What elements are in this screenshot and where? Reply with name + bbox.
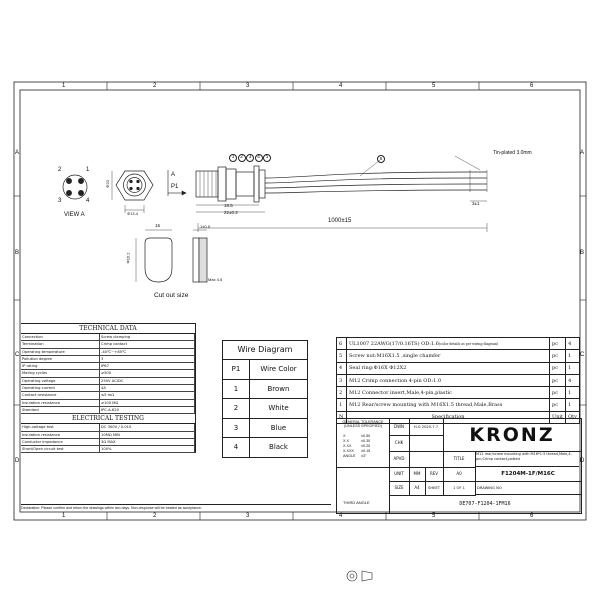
tol-value: ±0.50 (361, 434, 371, 438)
tech-label: Operating temperature (21, 348, 100, 355)
bom-header-spec: Specification (346, 411, 549, 423)
section-label: P1 (171, 184, 179, 190)
tech-value: Screw clamping (100, 334, 195, 341)
tech-label: Insulation resistance (21, 399, 100, 406)
part-number: F1204M-1F/M16C (475, 467, 581, 482)
bom-unit: pc (550, 362, 566, 374)
bom-index: 5 (337, 350, 347, 362)
rev-label: REV (425, 467, 444, 482)
tech-label: IP rating (21, 363, 100, 370)
dim-18-5: 18.5 (224, 203, 233, 208)
drawing-number: DE707-F1204-1FM16 (459, 501, 511, 507)
table-row (21, 355, 195, 362)
zone-right-d: D (580, 458, 585, 464)
table-row (21, 392, 195, 399)
view-a-face (63, 175, 87, 199)
zone-left-c: C (15, 352, 20, 358)
sheet-label: SHEET (425, 481, 444, 496)
tech-value: Crimp contact (100, 341, 195, 348)
tol-value: ±0.20 (361, 444, 371, 448)
bom-spec: M12 Crimp connection 4-pin OD:1.0 (346, 374, 549, 386)
wire-header-color: Wire Color (250, 360, 308, 380)
length-dim: 1000±15 (328, 218, 352, 224)
technical-data-title: TECHNICAL DATA (21, 324, 195, 334)
chk-value (409, 435, 444, 452)
zone-top-1: 1 (62, 83, 66, 89)
zone-top-4: 4 (339, 83, 343, 89)
tolerance-box (337, 419, 390, 468)
bom-header-unit: Unit (550, 411, 566, 423)
projection-symbol (347, 571, 372, 581)
balloon-group (229, 154, 271, 162)
table-row (21, 424, 195, 431)
tech-value: ≥100 MΩ (100, 399, 195, 406)
tech-label: Connection (21, 334, 100, 341)
table-row (21, 377, 195, 384)
dim-width: Φ13.4 (127, 211, 138, 216)
tol-label: X.XX (343, 444, 352, 448)
zone-left-d: D (15, 458, 20, 464)
zone-right-a: A (580, 150, 585, 156)
table-row (21, 341, 195, 348)
wire-color: Black (250, 438, 308, 458)
bom-index: 4 (337, 362, 347, 374)
cutout-caption: Cut out size (154, 292, 189, 299)
test-value: DC 300V / 0.01S (100, 424, 195, 431)
tech-label: Mating cycles (21, 370, 100, 377)
dim-22: 22±0.2 (224, 210, 238, 215)
bom-unit: pc (550, 338, 566, 350)
cutout-dim-max: Max 4.5 (208, 277, 223, 282)
bom-unit: pc (550, 350, 566, 362)
table-row (21, 438, 195, 445)
tech-value: 4A (100, 385, 195, 392)
zone-right-c: C (580, 352, 585, 358)
bom-qty: 1 (566, 362, 580, 374)
title-block (336, 418, 585, 514)
table-row (21, 363, 195, 370)
test-label: High-voltage test (21, 424, 100, 431)
dwn-value: H.G 2025.7.7 (409, 419, 444, 436)
table-row (337, 350, 580, 362)
bom-index: 1 (337, 399, 347, 411)
pin-label-4: 4 (86, 198, 90, 204)
zone-bottom-5: 5 (432, 513, 436, 519)
table-row (223, 418, 308, 438)
view-a-caption: VIEW A (64, 212, 85, 218)
wire-diagram-table (222, 359, 308, 458)
title-value: M12 rear/screw mounting with M16*1.5 thread,Male,4-pin,Crimp contact,potted (475, 451, 579, 467)
table-row (337, 362, 580, 374)
bom-qty: 1 (566, 350, 580, 362)
bom-spec-note: (color details as per wiring diagram) (438, 341, 499, 346)
tin-label: Tin-plated 3.0mm (493, 150, 532, 156)
tech-label: Standard (21, 406, 100, 413)
declaration-text: Declaration: Please confirm and return the drawings within two days. Non-response will be treated as acceptance. (21, 504, 331, 510)
test-value: 10MΩ MIN (100, 431, 195, 438)
electrical-testing-title: ELECTRICAL TESTING (21, 414, 195, 424)
apvd-value (409, 451, 444, 468)
tolerance-title: GENERAL TOLERANCE (UNLESS SPECIFIED) (342, 420, 384, 428)
tol-value: ±3° (361, 454, 367, 458)
unit-value: MM (409, 467, 426, 482)
zone-bottom-1: 1 (62, 513, 66, 519)
wire-header-pin: P1 (223, 360, 250, 380)
tol-label: X.XXX (343, 449, 354, 453)
tech-value: ≥500 (100, 370, 195, 377)
test-label: Insulation resistance (21, 431, 100, 438)
zone-left-b: B (15, 250, 20, 256)
balloon-6: 6 (377, 155, 385, 163)
tol-label: X. (343, 434, 347, 438)
technical-data-panel (21, 323, 196, 453)
wire-pin: 3 (223, 418, 250, 438)
tol-label: ANGLE (343, 454, 356, 458)
test-value: 100% (100, 446, 195, 453)
unit-label: UNIT (389, 467, 410, 482)
balloon-1: 1 (229, 154, 237, 162)
wire-color: White (250, 399, 308, 419)
tech-value: IP67 (100, 363, 195, 370)
wire-pin: 2 (223, 399, 250, 419)
bom-qty: 1 (566, 399, 580, 411)
bom-index: 2 (337, 387, 347, 399)
balloon-3: 3 (246, 154, 254, 162)
bom-spec: M12 Connector insert,Male,4-pin,plastic (346, 387, 549, 399)
table-row (21, 399, 195, 406)
tol-label: X.X (343, 439, 349, 443)
pin-label-3: 3 (58, 198, 62, 204)
tech-value: 250V AC/DC (100, 377, 195, 384)
chk-label: CHK (389, 435, 410, 452)
pin-label-1: 1 (86, 167, 90, 173)
tin-dim: 3±1 (472, 201, 480, 206)
zone-top-2: 2 (153, 83, 157, 89)
bom-unit: pc (550, 374, 566, 386)
test-label: Conductor impedance (21, 438, 100, 445)
dwn-label: DWN (389, 419, 410, 436)
wire-pin: 4 (223, 438, 250, 458)
cutout-views (136, 230, 207, 282)
tech-label: Pollution degree (21, 355, 100, 362)
cutout-dim-side: 1±0.5 (200, 224, 210, 229)
company-logo: KRONZ (443, 419, 581, 452)
wire-color: Brown (250, 379, 308, 399)
cutout-dim-h: Φ16.2 (125, 252, 131, 264)
projection-box (337, 467, 390, 513)
zone-bottom-6: 6 (530, 513, 534, 519)
balloon-5: 5 (263, 154, 271, 162)
zone-right-b: B (580, 250, 585, 256)
zone-left-a: A (15, 150, 20, 156)
zone-top-6: 6 (530, 83, 534, 89)
table-row (21, 446, 195, 453)
zone-top-3: 3 (246, 83, 250, 89)
size-label: SIZE (389, 481, 410, 496)
bom-qty: 4 (566, 338, 580, 350)
zone-top-5: 5 (432, 83, 436, 89)
balloon-4: 4 (255, 154, 263, 162)
bom-qty: 1 (566, 387, 580, 399)
sheet-value: 1 OF 1 (443, 481, 476, 496)
pin-label-2: 2 (58, 167, 62, 173)
bom-index: 6 (337, 338, 347, 350)
zone-bottom-4: 4 (339, 513, 343, 519)
table-row (337, 399, 580, 411)
table-row (223, 360, 308, 380)
table-row (223, 379, 308, 399)
table-row (337, 387, 580, 399)
bom-table (336, 337, 580, 424)
wire-diagram-title: Wire Diagram (222, 340, 308, 359)
bom-header-qty: Qty (566, 411, 580, 423)
table-row (337, 338, 580, 350)
table-row (21, 348, 195, 355)
drawing-no-label: DRAWING NO (475, 481, 581, 495)
projection-label: THIRD ANGLE (343, 500, 370, 505)
balloon-2: 2 (238, 154, 246, 162)
rev-value: A0 (443, 467, 476, 482)
table-row (223, 399, 308, 419)
table-row (223, 438, 308, 458)
tech-value: -40℃~+85℃ (100, 348, 195, 355)
table-row (337, 374, 580, 386)
electrical-testing-table (21, 424, 195, 453)
bom-unit: pc (550, 387, 566, 399)
size-value: A4 (409, 481, 426, 496)
bom-spec: Screw nut:M16X1.5 ,single chamfer (346, 350, 549, 362)
tech-value: 3 (100, 355, 195, 362)
arrow-label: A (171, 172, 176, 178)
table-row (21, 385, 195, 392)
tech-label: Contact resistance (21, 392, 100, 399)
zone-bottom-2: 2 (153, 513, 157, 519)
front-view (112, 171, 153, 213)
bom-index: 3 (337, 374, 347, 386)
tol-value: ±0.30 (361, 439, 371, 443)
dim-side: Φ20 (104, 180, 110, 188)
wire-diagram-panel (222, 340, 308, 458)
zone-bottom-3: 3 (246, 513, 250, 519)
cutout-dim-w: 16 (155, 223, 161, 228)
apvd-label: APVD (389, 451, 410, 468)
tech-label: Operating voltage (21, 377, 100, 384)
bom-qty: 4 (566, 374, 580, 386)
test-value: 3Ω MAX (100, 438, 195, 445)
technical-data-table (21, 334, 195, 414)
bom-spec: Seal ring:Φ16X Φ12X2 (346, 362, 549, 374)
bom-unit: pc (550, 399, 566, 411)
table-row (21, 406, 195, 413)
tol-value: ±0.15 (361, 449, 371, 453)
bom-header-n: N (337, 411, 347, 423)
tech-label: Termination (21, 341, 100, 348)
tech-value: IPC-A-620 (100, 406, 195, 413)
wire-pin: 1 (223, 379, 250, 399)
title-label: TITLE (443, 451, 476, 468)
table-row (21, 334, 195, 341)
wire-color: Blue (250, 418, 308, 438)
bom-spec: M12 Rear/screw mounting with M16X1.5 thread,Male,Brass (346, 399, 549, 411)
table-row (21, 431, 195, 438)
test-label: Short/Open circuit test (21, 446, 100, 453)
tech-label: Operating current (21, 385, 100, 392)
table-row (21, 370, 195, 377)
tech-value: ≤5 mΩ (100, 392, 195, 399)
bom-spec: UL1007 22AWG(17/0.16TS) OD:1.6 (348, 340, 439, 347)
